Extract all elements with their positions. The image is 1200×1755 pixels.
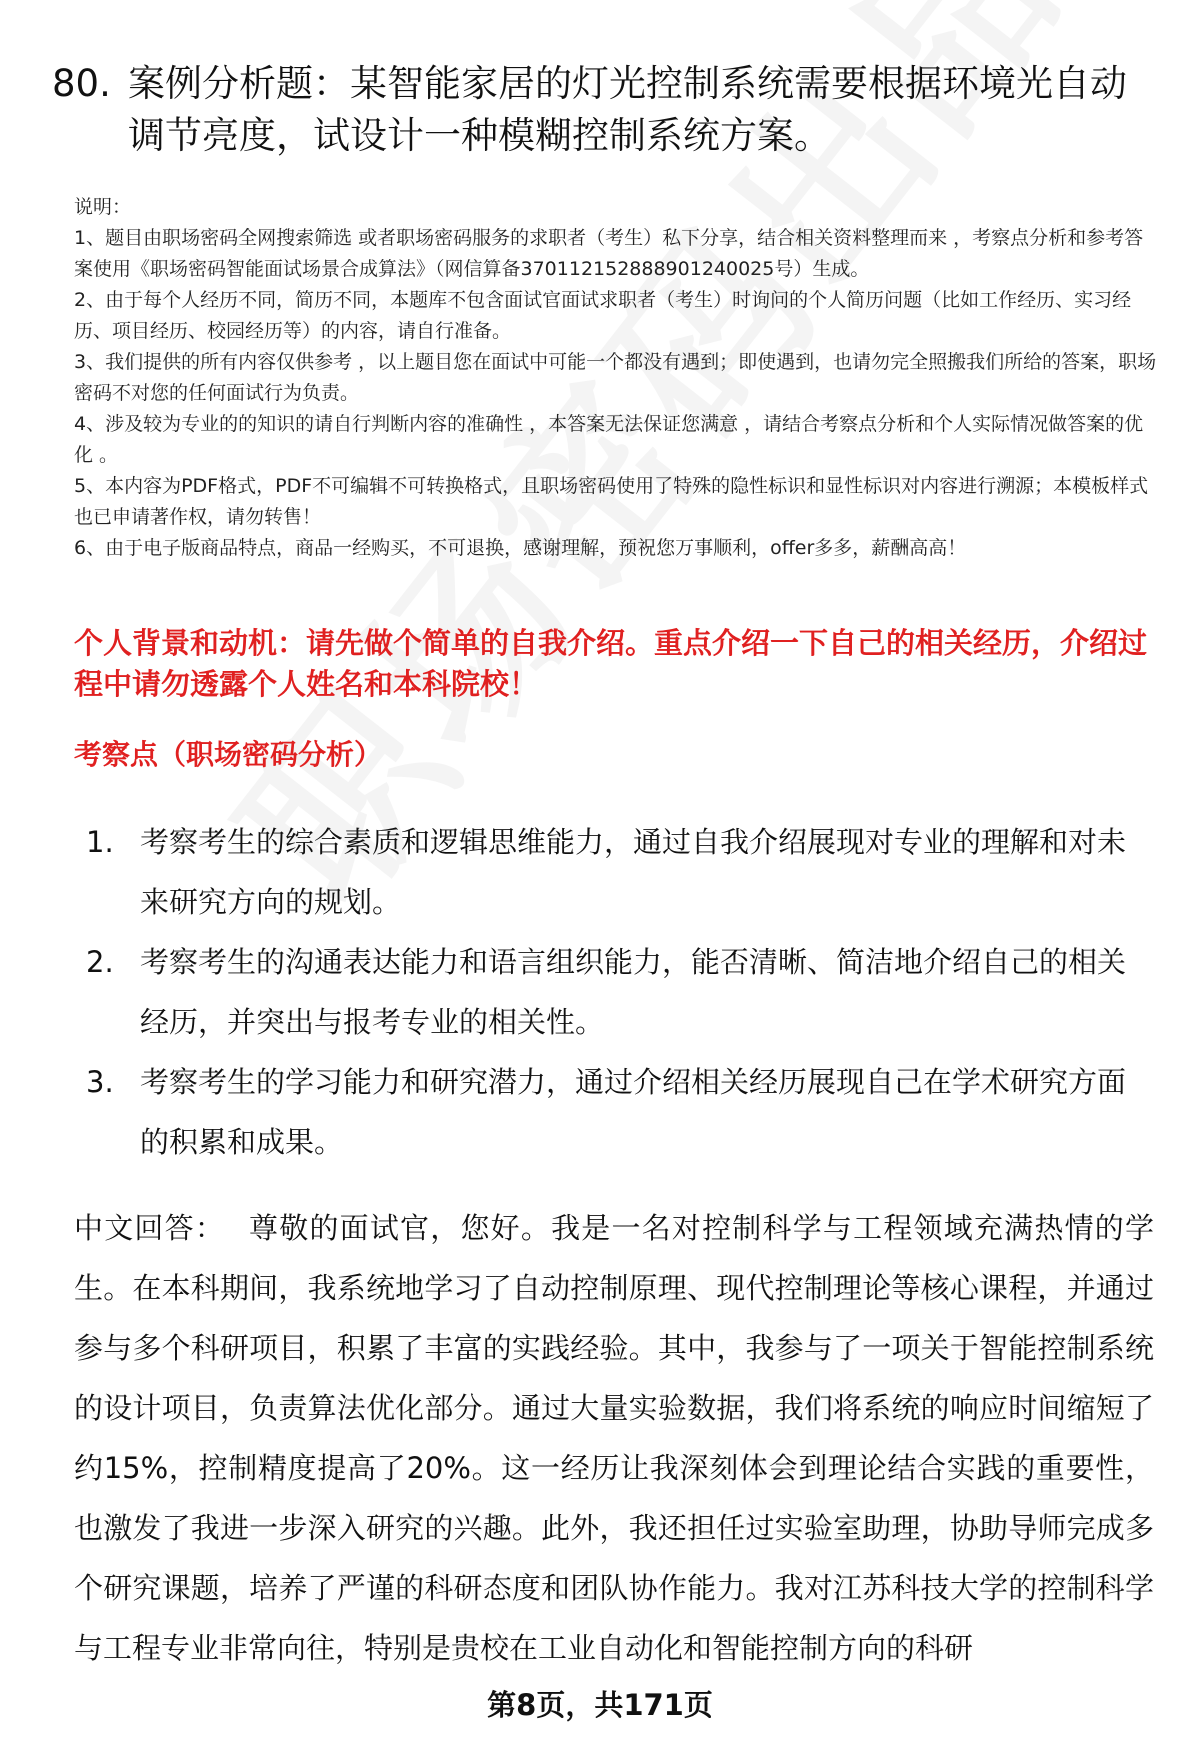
background-heading: 个人背景和动机：请先做个简单的自我介绍。重点介绍一下自己的相关经历，介绍过程中请勿透露个人姓名和本科院校！ <box>74 626 1148 701</box>
question-title <box>52 58 1152 162</box>
point-text: 考察考生的学习能力和研究潜力，通过介绍相关经历展现自己在学术研究方面的积累和成果。 <box>140 1065 1127 1159</box>
question-number: 80. <box>52 62 111 105</box>
point-number: 3. <box>86 1065 114 1099</box>
point-number: 2. <box>86 945 114 979</box>
answer-label: 中文回答： <box>74 1211 226 1245</box>
answer-section <box>74 1198 1154 1678</box>
analysis-points <box>74 812 1154 1172</box>
note-item: 3、我们提供的所有内容仅供参考 ，以上题目您在面试中可能一个都没有遇到；即使遇到，也请勿完全照搬我们所给的答案，职场密码不对您的任何面试行为负责。 <box>74 351 1157 404</box>
analysis-heading: 考察点（职场密码分析） <box>74 738 383 771</box>
note-item: 4、涉及较为专业的的知识的请自行判断内容的准确性 ，本答案无法保证您满意 ，请结合考察点分析和个人实际情况做答案的优化 。 <box>74 413 1144 466</box>
analysis-point <box>74 1052 1154 1172</box>
point-text: 考察考生的综合素质和逻辑思维能力，通过自我介绍展现对专业的理解和对未来研究方向的规划。 <box>140 825 1127 919</box>
answer-text: 尊敬的面试官，您好。我是一名对控制科学与工程领域充满热情的学生。在本科期间，我系统地学习了自动控制原理、现代控制理论等核心课程，并通过参与多个科研项目，积累了丰富的实践经验。其中，我参与了一项关于智能控制系统的设计项目，负责算法优化部分。通过大量实验数据，我们将系统的响应时间缩短了约15%，控制精度提高了20%。这一经历让我深刻体会到理论结合实践的重要性，也激发了我进一步深入研究的兴趣。此外，我还担任过实验室助理，协助导师完成多个研究课题，培养了严谨的科研态度和团队协作能力。我对江苏科技大学的控制科学与工程专业非常向往，特别是贵校在工业自动化和智能控制方向的科研 <box>74 1211 1154 1665</box>
notes-heading: 说明： <box>74 196 132 218</box>
page-footer: 第8页，共171页 <box>487 1688 713 1722</box>
note-item: 6、由于电子版商品特点，商品一经购买，不可退换，感谢理解，预祝您万事顺利，offer多多，薪酬高高！ <box>74 537 967 559</box>
analysis-point <box>74 932 1154 1052</box>
analysis-point <box>74 812 1154 932</box>
note-item: 2、由于每个人经历不同，简历不同，本题库不包含面试官面试求职者（考生）时询问的个人简历问题（比如工作经历、实习经历、项目经历、校园经历等）的内容，请自行准备。 <box>74 289 1132 342</box>
note-item: 5、本内容为PDF格式，PDF不可编辑不可转换格式，且职场密码使用了特殊的隐性标识和显性标识对内容进行溯源；本模板样式也已申请著作权，请勿转售！ <box>74 475 1149 528</box>
notes-section <box>74 192 1159 564</box>
note-item: 1、题目由职场密码全网搜索筛选 或者职场密码服务的求职者（考生）私下分享，结合相关资料整理而来 ，考察点分析和参考答案使用《职场密码智能面试场景合成算法》（网信算备370112152888901240025号）生成。 <box>74 227 1144 280</box>
point-number: 1. <box>86 825 114 859</box>
question-text: 案例分析题：某智能家居的灯光控制系统需要根据环境光自动调节亮度，试设计一种模糊控制系统方案。 <box>128 62 1127 157</box>
point-text: 考察考生的沟通表达能力和语言组织能力，能否清晰、简洁地介绍自己的相关经历，并突出与报考专业的相关性。 <box>140 945 1127 1039</box>
